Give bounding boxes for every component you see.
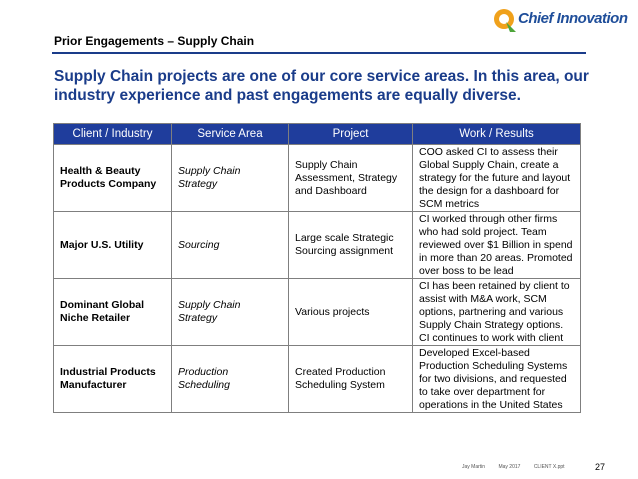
table-row: [54, 212, 581, 279]
project-cell: Created Production Scheduling System: [289, 346, 413, 413]
client-cell: Industrial Products Manufacturer: [54, 346, 172, 413]
column-header-project: Project: [289, 124, 413, 145]
column-header-client: Client / Industry: [54, 124, 172, 145]
title-divider: [52, 52, 586, 54]
slide-section-title: Prior Engagements – Supply Chain: [54, 34, 255, 48]
client-cell: Major U.S. Utility: [54, 212, 172, 279]
table-row: [54, 346, 581, 413]
slide-headline: Supply Chain projects are one of our core service areas. In this area, our industry experience and past engagements are equally diverse.: [54, 68, 589, 104]
project-cell: Various projects: [289, 279, 413, 346]
client-cell: Dominant Global Niche Retailer: [54, 279, 172, 346]
service-cell: Production Scheduling: [172, 346, 289, 413]
service-cell: Supply Chain Strategy: [172, 279, 289, 346]
project-cell: Large scale Strategic Sourcing assignment: [289, 212, 413, 279]
service-cell: Supply Chain Strategy: [172, 145, 289, 212]
footer-author: Jay Martin: [462, 464, 486, 470]
page-number: 27: [595, 462, 606, 472]
results-cell: CI has been retained by client to assist with M&A work, SCM options, partnering and various Supply Chain Strategy options. CI continues to work with client: [413, 279, 581, 346]
client-cell: Health & Beauty Products Company: [54, 145, 172, 212]
logo-wordmark: Chief Innovation: [518, 10, 628, 27]
table-row: [54, 279, 581, 346]
service-cell: Sourcing: [172, 212, 289, 279]
engagements-table: [53, 123, 581, 413]
company-logo: [492, 4, 632, 36]
table-header-row: [54, 124, 581, 145]
column-header-service: Service Area: [172, 124, 289, 145]
project-cell: Supply Chain Assessment, Strategy and Dashboard: [289, 145, 413, 212]
results-cell: CI worked through other firms who had sold project. Team reviewed over $1 Billion in spend in more than 20 areas. Promoted over boss to be lead: [413, 212, 581, 279]
column-header-results: Work / Results: [413, 124, 581, 145]
results-cell: COO asked CI to assess their Global Supply Chain, create a strategy for the future and layout the design for a dashboard for SCM metrics: [413, 145, 581, 212]
table-row: [54, 145, 581, 212]
results-cell: Developed Excel-based Production Scheduling Systems for two divisions, and requested to take over department for operations in the United States: [413, 346, 581, 413]
slide-footer: [462, 464, 577, 470]
logo-mark-icon: [492, 4, 518, 34]
footer-date: May 2017: [498, 464, 521, 470]
footer-file: CLIENT X.ppt: [533, 464, 565, 470]
